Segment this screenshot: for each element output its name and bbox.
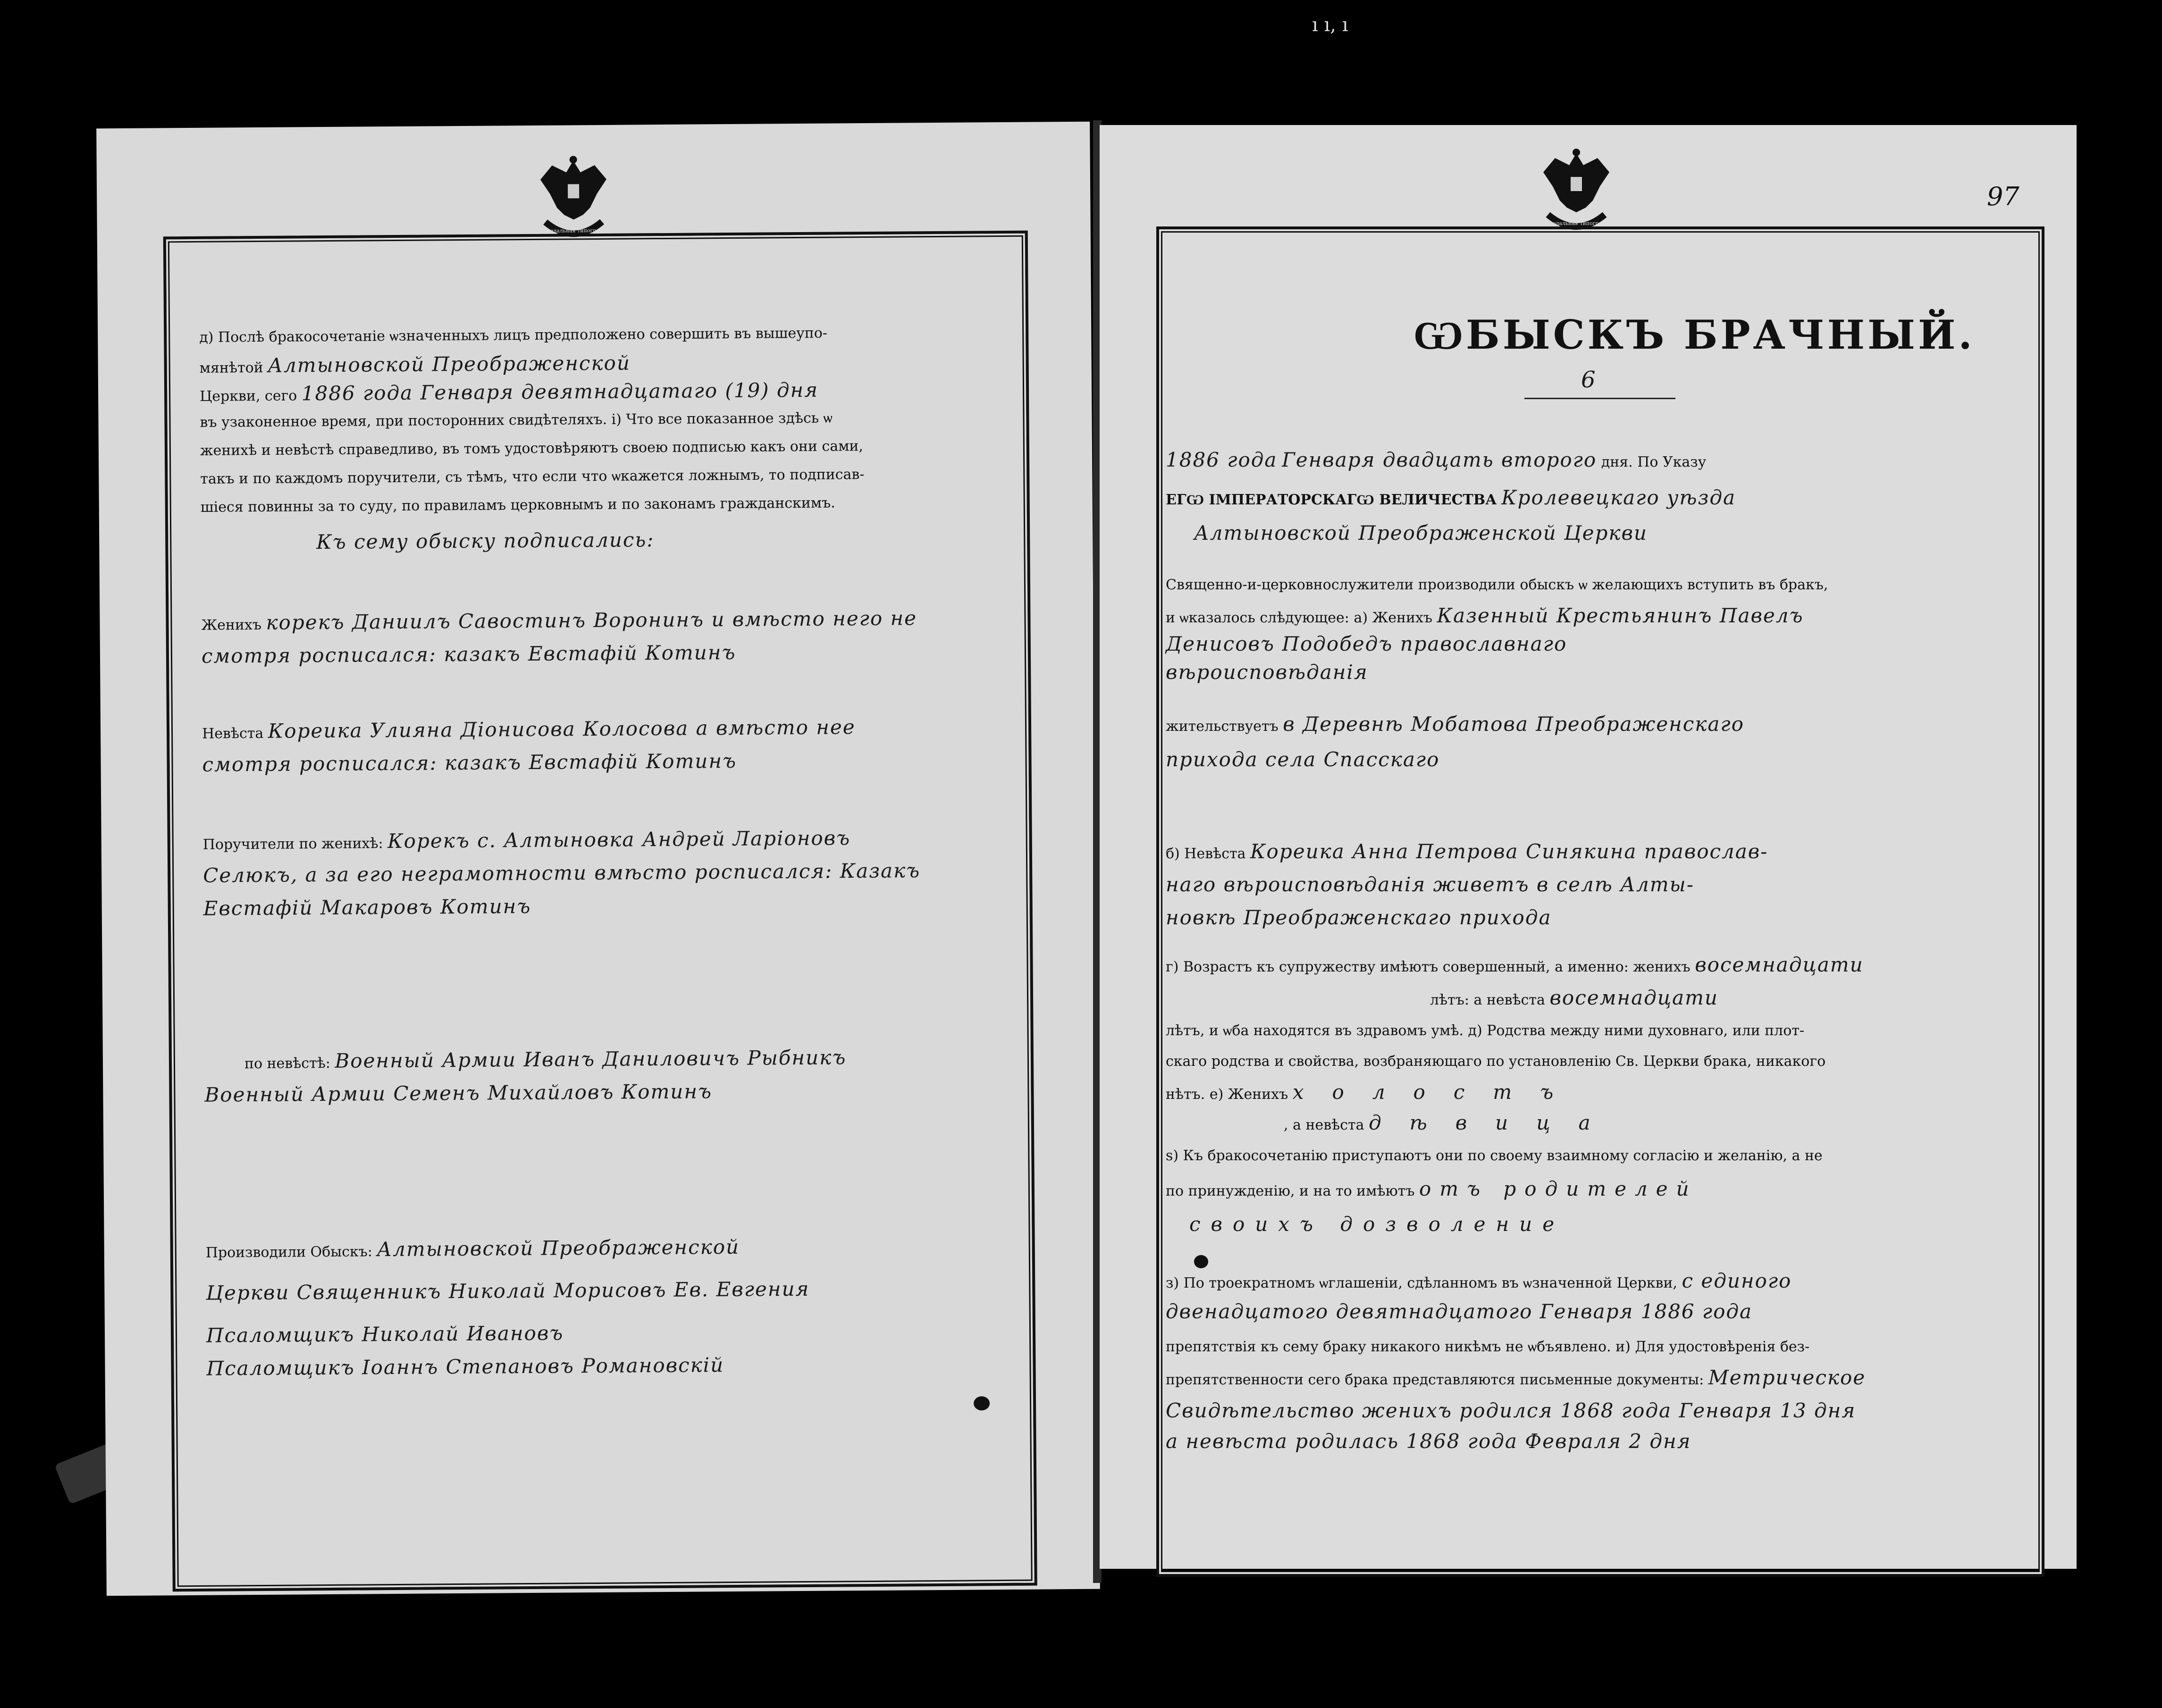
rp-line-6: Денисовъ Подобедъ православнаго [1166, 632, 1567, 655]
rp-line-9: прихода села Спасскаго [1166, 748, 1440, 771]
title-underline [1524, 398, 1675, 399]
rp-line-11: наго вѣроисповѣданія живетъ в селѣ Алты- [1166, 873, 1694, 896]
right-page [1100, 125, 2077, 1569]
para-d-line-3 [200, 378, 819, 406]
rp-line-22 [1166, 1269, 1792, 1293]
ink-blot [974, 1396, 990, 1410]
rp-line-25 [1166, 1368, 1866, 1390]
groom-signature: корекъ Даниилъ Савостинъ Воронинъ и вмѣсто него не [266, 606, 917, 634]
rp-line-4: Священно-и-церковнослужители производили обыскъ ѡ желающихъ вступить въ бракъ, [1166, 577, 1828, 593]
rp-line-17-print: нѣтъ. е) Женихъ [1166, 1086, 1288, 1103]
residence-handwritten: в Деревнѣ Мобатова Преображенскаго [1283, 712, 1744, 736]
bride-label: Невѣста [202, 725, 264, 742]
date-handwritten: 1886 года Генваря девятнадцатаго (19) дня [301, 378, 819, 405]
rp-line-13 [1166, 955, 1864, 977]
groom-status-handwritten: холостъ [1292, 1080, 1582, 1104]
guarantors-groom-row [202, 826, 851, 854]
bride-status-handwritten: дѣвица [1369, 1111, 1619, 1134]
rp-church-name: Алтыновской Преображенской Церкви [1194, 521, 1648, 544]
document-title: ѠБЫСКЪ БРАЧНЫЙ. [1413, 311, 1975, 358]
rp-line-10 [1166, 842, 1768, 863]
rp-line-13-print: г) Возрастъ къ супружеству имѣютъ совершенный, а именно: женихъ [1166, 959, 1691, 975]
conducted-line-2: Церкви Священникъ Николай Морисовъ Ев. Евгения [206, 1277, 810, 1305]
record-number: 6 [1581, 367, 1597, 393]
emblem-ribbon-text: Сѵнодальная типографія [539, 227, 608, 234]
para-d-line-5: женихѣ и невѣстѣ справедливо, въ томъ удостовѣряютъ своею подписью какъ они сами, [200, 438, 864, 459]
guarantors-bride-label: по невѣстѣ: [244, 1055, 331, 1072]
left-page [96, 122, 1100, 1596]
rp-line-14-print: лѣтъ: а невѣста [1430, 992, 1545, 1008]
rp-line-5-print: и ѡказалось слѣдующее: а) Женихъ [1166, 610, 1433, 626]
rp-line-18-print: , а невѣста [1284, 1117, 1364, 1133]
rp-line-1 [1166, 448, 1707, 472]
rp-line-20-print: по принужденію, и на то имѣютъ [1166, 1183, 1415, 1199]
signed-line: Къ сему обыску подписались: [316, 528, 655, 554]
rp-line-7: вѣроисповѣданія [1166, 661, 1368, 684]
bride-signature-cont: смотря росписался: казакъ Евстафій Котинъ [202, 749, 737, 776]
rp-line-14 [1430, 988, 1718, 1010]
para-d-line-1: д) Послѣ бракосочетаніе ѡзначенныхъ лицъ предположено совершить въ вышеупо- [199, 325, 828, 346]
bride-age-handwritten: восемнадцати [1549, 986, 1718, 1009]
guarantors-groom-line-3: Евстафій Макаровъ Котинъ [203, 894, 531, 920]
imperial-eagle-emblem [512, 151, 635, 246]
guarantors-groom-line-1: Корекъ с. Алтыновка Андрей Ларіоновъ [387, 826, 851, 853]
rp-line-17 [1166, 1080, 1582, 1104]
ink-blot [1194, 1255, 1208, 1268]
rp-line-21: своихъ дозволение [1189, 1213, 1565, 1236]
groom-name-handwritten: Казенный Крестьянинъ Павелъ [1437, 604, 1804, 627]
uezd-handwritten: Кролевецкаго уѣзда [1501, 486, 1736, 509]
rp-line-8 [1166, 712, 1744, 736]
majesty-print: ЕГѠ ІМПЕРАТОРСКАГѠ ВЕЛИЧЕСТВА [1166, 492, 1497, 508]
emblem-ribbon-text: Сѵнодальная типографія [1541, 220, 1611, 226]
imperial-eagle-emblem [1515, 144, 1638, 238]
guarantors-groom-label: Поручители по женихѣ: [202, 835, 383, 853]
conducted-line-3: Псаломщикъ Николай Ивановъ [206, 1321, 564, 1347]
documents-handwritten: Метрическое [1708, 1366, 1866, 1389]
groom-signature-cont: смотря роспиcался: казакъ Евстафій Котинъ [201, 640, 736, 668]
conducted-row [205, 1235, 740, 1263]
rp-line-8-print: жительствуетъ [1166, 718, 1279, 735]
guarantors-bride-line-1: Военный Армии Иванъ Даниловичъ Рыбникъ [335, 1046, 847, 1072]
rp-line-25-print: препятственности сего брака представляются письменные документы: [1166, 1372, 1704, 1388]
consent-handwritten: отъ родителей [1419, 1177, 1698, 1200]
year: 1886 года [1166, 448, 1278, 471]
conducted-label: Производили Обыскъ: [205, 1243, 373, 1261]
bride-name-handwritten: Кореика Анна Петрова Синякина православ- [1250, 840, 1768, 863]
para-d-line-2-print: мянѣтой [199, 359, 263, 377]
banns-handwritten: с единого [1682, 1269, 1792, 1292]
bride-signature: Кореика Улияна Діонисова Колосова а вмѣсто неe [268, 715, 856, 743]
guarantors-bride-line-2: Военный Армии Семенъ Михайловъ Котинъ [204, 1080, 713, 1106]
guarantors-groom-line-2: Селюкъ, а за его неграмотности вмѣсто росписался: Казакъ [203, 859, 921, 887]
rp-line-18 [1284, 1111, 1619, 1135]
day-handwritten: Генваря двадцать второго [1281, 448, 1597, 471]
rp-line-16: скаго родства и свойства, возбраняющаго по установленію Св. Церкви брака, никакого [1166, 1053, 1826, 1070]
rp-line-5 [1166, 606, 1804, 628]
rp-line-12: новкѣ Преображенскаго прихода [1166, 906, 1552, 929]
rp-line-27: а невѣста родилась 1868 года Февраля 2 дня [1166, 1430, 1691, 1453]
groom-label: Женихъ [201, 616, 262, 634]
rp-line-24: препятствія къ сему браку никакого никѣмъ не ѡбъявлено. и) Для удостовѣренія без- [1166, 1339, 1810, 1355]
rp-line-10-print: б) Невѣста [1166, 846, 1246, 862]
conducted-line-1: Алтыновской Преображенской [377, 1235, 740, 1261]
rp-line-19: ѕ) Къ бракосочетанію приступаютъ они по своему взаимному согласію и желанію, а не [1166, 1147, 1823, 1164]
groom-age-handwritten: восемнадцати [1695, 953, 1864, 976]
church-name-handwritten: Алтыновской Преображенской [268, 351, 631, 377]
rp-line-20 [1166, 1177, 1698, 1201]
para-d-line-4: въ узаконенное время, при посторонних свидѣтеляхъ. і) Что все показанное здѣсь ѡ [200, 410, 833, 431]
rp-line-15: лѣтъ, и ѡба находятся въ здравомъ умѣ. д) Родства между ними духовнаго, или плот- [1166, 1022, 1805, 1039]
rp-line-22-print: з) По троекратномъ ѡглашеніи, сдѣланномъ въ ѡзначенной Церкви, [1166, 1275, 1677, 1291]
para-d-line-7: шіеся повинны за то суду, по правиламъ церковнымъ и по законамъ гражданскимъ. [200, 494, 835, 516]
top-edge-marks: ı ı, ı [1312, 14, 1348, 36]
para-d-line-3-print: Церкви, сего [200, 387, 297, 405]
rp-line-23: двенадцатого девятнадцатого Генваря 1886 года [1166, 1300, 1753, 1323]
guarantors-bride-row [244, 1048, 847, 1073]
rp-line-26: Свидѣтельство женихъ родился 1868 года Генваря 13 дня [1166, 1399, 1856, 1422]
double-headed-eagle-icon [512, 151, 635, 246]
page-number: 97 [1987, 182, 2019, 211]
conducted-line-4: Псаломщикъ Іоаннъ Степановъ Романовскій [206, 1353, 724, 1380]
double-headed-eagle-icon [1515, 144, 1638, 238]
para-d-line-2 [200, 353, 631, 377]
rp-line-2 [1166, 488, 1736, 510]
decree-print: дня. По Указу [1601, 454, 1707, 470]
para-d-line-6: такъ и по каждомъ поручители, съ тѣмъ, что если что ѡкажется ложнымъ, то подписав- [200, 466, 865, 487]
